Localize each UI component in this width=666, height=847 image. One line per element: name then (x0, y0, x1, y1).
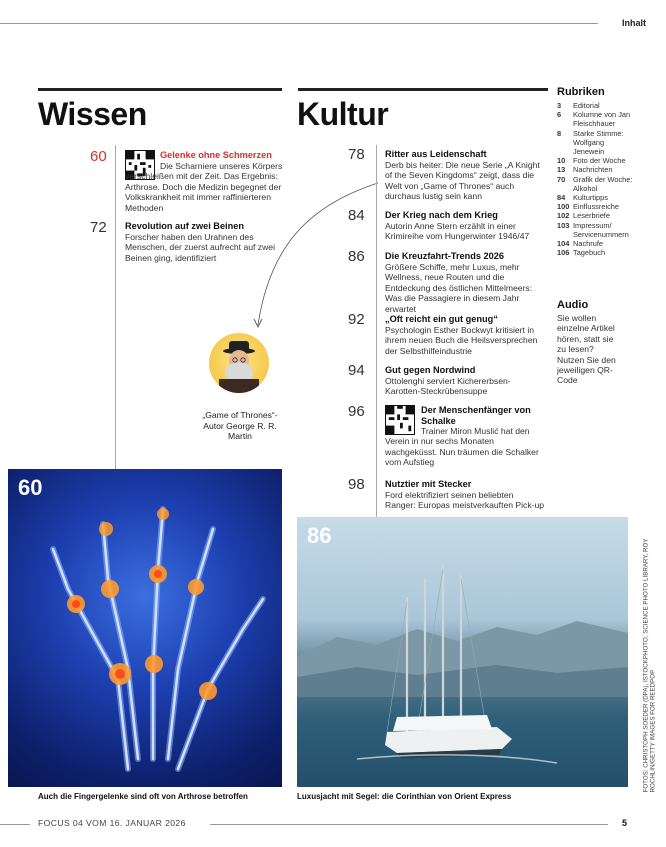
rubriken-title: Rubriken (557, 86, 605, 98)
entry-page-number: 94 (348, 362, 365, 379)
entry-page-number: 86 (348, 248, 365, 265)
entry-title[interactable]: Gelenke ohne Schmerzen (160, 150, 272, 160)
rubrik-item[interactable]: 3 Editorial (557, 101, 600, 110)
rubrik-item[interactable]: 102 Leserbriefe (557, 211, 610, 221)
entry-text: Autorin Anne Stern erzählt in einer Krimireihe vom Hungerwinter 1946/47 (385, 221, 530, 242)
footer-issue: FOCUS 04 VOM 16. JANUAR 2026 (38, 818, 186, 828)
rubrik-item[interactable]: 104 Nachrufe (557, 239, 603, 249)
rubrik-item[interactable]: 13 Nachrichten (557, 165, 613, 175)
entry-page-number: 96 (348, 403, 365, 420)
rubrik-item[interactable]: 103 Impressum/ Servicenummern (557, 220, 629, 239)
entry-title[interactable]: Revolution auf zwei Beinen (125, 221, 244, 231)
footer-rule-left (0, 824, 30, 825)
entry-text: Die Scharniere unseres Körpers verschleißen mit der Zeit. Das Ergebnis: Arthrose. Doch die Medizin begegnet der Volkskrankheit mit immer raffinierteren Methoden (125, 161, 283, 213)
entry-text: Ford elektrifiziert seinen beliebten Ranger: Europas meistverkauften Pick-up (385, 490, 545, 511)
ship-image (297, 517, 628, 787)
entry-text: Ottolenghi serviert Kichererbsen-Karotten-Steckrübensuppe (385, 376, 511, 397)
wissen-divider (115, 145, 116, 470)
entry-title[interactable]: Der Krieg nach dem Krieg (385, 210, 498, 220)
rubrik-item[interactable]: 100 Einflussreiche (557, 202, 620, 212)
entry-page-number: 78 (348, 146, 365, 163)
section-label: Inhalt (622, 18, 646, 28)
entry-title[interactable]: Gut gegen Nordwind (385, 365, 476, 375)
entry-text: Psychologin Esther Bockwyt kritisiert in ihrem neuen Buch die Heilsversprechen der Selbsthilfeindustrie (385, 325, 538, 356)
footer-rule-right (210, 824, 608, 825)
image-page-number: 86 (307, 523, 332, 548)
photo-credits-container (640, 520, 657, 793)
entry-title[interactable]: Die Kreuzfahrt-Trends 2026 (385, 251, 504, 261)
entry-title[interactable]: „Oft reicht ein gut genug“ (385, 314, 498, 324)
kultur-divider (376, 145, 377, 517)
photo-credits: FOTOS: CHRISTOPH SOEDER (DPA), ISTOCKPHOTO, SCIENCE PHOTO LIBRARY, ROY ROCHLIN/GETTY IMAGES FOR REEDPOP (642, 538, 657, 793)
image-page-number: 60 (18, 475, 43, 500)
entry-title[interactable]: Der Menschenfänger von Schalke (421, 405, 531, 426)
entry-title[interactable]: Nutztier mit Stecker (385, 479, 472, 489)
rubrik-item[interactable]: 8 Starke Stimme: Wolfgang Jenewein (557, 128, 624, 157)
top-rule (0, 23, 598, 24)
audio-text: Sie wollen einzelne Artikel hören, statt sie zu lesen? Nutzen Sie den jeweiligen QR-Code (557, 313, 616, 386)
kultur-title: Kultur (297, 96, 389, 132)
entry-text: Forscher haben den Urahnen des Menschen, der zuerst aufrecht auf zwei Beinen ging, identifiziert (125, 232, 275, 263)
entry-page-number: 92 (348, 311, 365, 328)
entry-text: Derb bis heiter: Die neue Serie „A Knight of the Seven Kingdoms“ zeigt, dass die Welt von „Game of Thrones“ auch durchaus lustig sein kann (385, 160, 540, 202)
pointer-arrow (250, 175, 390, 335)
page-number: 5 (622, 818, 628, 828)
entry-text: Größere Schiffe, mehr Luxus, mehr Wellness, neue Routen und die Entdeckung des östlichen Mittelmeers: Was die Passagiere in diesem Jahr erwartet (385, 262, 533, 314)
rubriken-list (557, 101, 637, 257)
entry-page-number: 72 (90, 219, 107, 236)
audio-title: Audio (557, 299, 589, 311)
portrait-caption: „Game of Thrones“-Autor George R. R. Martin (202, 410, 278, 442)
entry-page-number: 60 (90, 148, 107, 165)
entry-page-number: 98 (348, 476, 365, 493)
rubrik-item[interactable]: 10 Foto der Woche (557, 156, 626, 166)
hand-xray-image (8, 469, 282, 787)
kultur-rule (298, 88, 548, 91)
entry-page-number: 84 (348, 207, 365, 224)
author-portrait (209, 333, 269, 393)
rubrik-item[interactable]: 70 Grafik der Woche: Alkohol (557, 174, 633, 193)
rubrik-item[interactable]: 84 Kulturtipps (557, 193, 608, 203)
image-caption: Auch die Fingergelenke sind oft von Arthrose betroffen (38, 792, 248, 801)
image-caption: Luxusjacht mit Segel: die Corinthian von Orient Express (297, 792, 512, 801)
rubrik-item[interactable]: 106 Tagebuch (557, 248, 606, 258)
rubrik-item[interactable]: 6 Kolumne von Jan Fleischhauer (557, 110, 631, 129)
entry-title[interactable]: Ritter aus Leidenschaft (385, 149, 487, 159)
wissen-title: Wissen (38, 96, 147, 132)
wissen-rule (38, 88, 282, 91)
entry-text: Trainer Miron Muslić hat den Verein in nur sechs Monaten wachgeküsst. Nun träumen die Schalker vom Aufstieg (385, 426, 539, 468)
